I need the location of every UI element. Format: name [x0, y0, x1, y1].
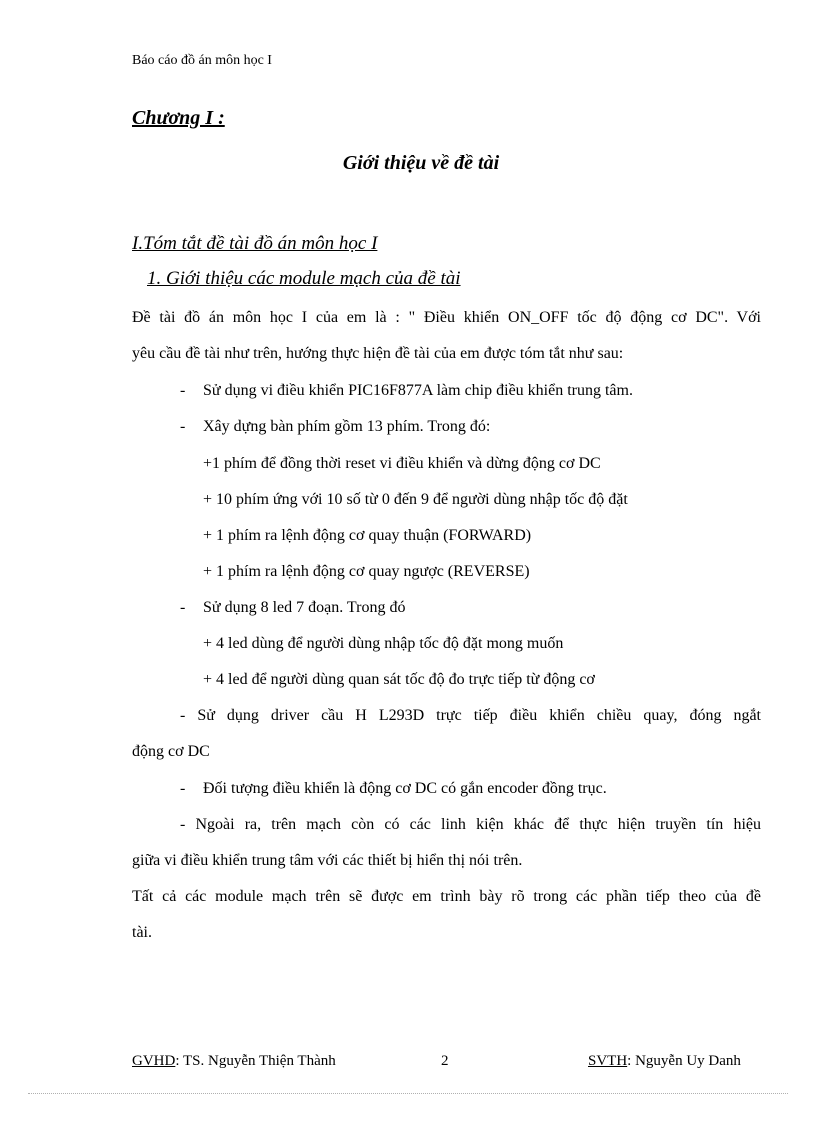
supervisor-label: GVHD: [132, 1053, 176, 1069]
bullet-other-line-2: giữa vi điều khiển trung tâm với các thiết bị hiển thị nói trên.: [132, 852, 523, 869]
chapter-label: Chương I :: [132, 107, 225, 129]
bullet-dash: -: [180, 418, 186, 435]
page-break-line: [28, 1093, 788, 1094]
bullet-led: Sử dụng 8 led 7 đoạn. Trong đó: [203, 599, 406, 616]
bullet-dash: -: [180, 599, 186, 616]
chapter-title: Giới thiệu về đề tài: [342, 152, 500, 174]
bullet-other-line-1: - Ngoài ra, trên mạch còn có các linh kiện khác để thực hiện truyền tín hiệu: [180, 816, 761, 833]
keypad-item: + 10 phím ứng với 10 số từ 0 đến 9 để người dùng nhập tốc độ đặt: [203, 491, 628, 508]
intro-line-2: yêu cầu đề tài như trên, hướng thực hiện đề tài của em được tóm tắt như sau:: [132, 345, 624, 362]
supervisor-name: : TS. Nguyễn Thiện Thành: [175, 1053, 336, 1069]
bullet-object: Đối tượng điều khiển là động cơ DC có gắn encoder đồng trục.: [203, 780, 607, 797]
running-header: Báo cáo đồ án môn học I: [132, 53, 272, 68]
keypad-item: + 1 phím ra lệnh động cơ quay ngược (REVERSE): [203, 563, 530, 580]
bullet-dash: -: [180, 780, 186, 797]
led-item: + 4 led để người dùng quan sát tốc độ đo trực tiếp từ động cơ: [203, 671, 595, 688]
section-heading: I.Tóm tắt đề tài đồ án môn học I: [132, 233, 378, 254]
footer-supervisor: [132, 1053, 336, 1070]
led-item: + 4 led dùng để người dùng nhập tốc độ đặt mong muốn: [203, 635, 564, 652]
student-name: : Nguyễn Uy Danh: [627, 1053, 741, 1069]
summary-line-1: Tất cả các module mạch trên sẽ được em trình bày rõ trong các phần tiếp theo của đề: [132, 888, 761, 905]
subsection-heading: 1. Giới thiệu các module mạch của đề tài: [147, 268, 461, 289]
bullet-keypad: Xây dựng bàn phím gồm 13 phím. Trong đó:: [203, 418, 491, 435]
intro-line-1: Đề tài đồ án môn học I của em là : " Điều khiển ON_OFF tốc độ động cơ DC". Với: [132, 309, 761, 326]
student-label: SVTH: [588, 1053, 628, 1069]
footer-student: [588, 1053, 741, 1070]
bullet-mcu: Sử dụng vi điều khiển PIC16F877A làm chip điều khiển trung tâm.: [203, 382, 633, 399]
bullet-driver-line-2: động cơ DC: [132, 743, 210, 760]
keypad-item: +1 phím để đồng thời reset vi điều khiển và dừng động cơ DC: [203, 455, 601, 472]
keypad-item: + 1 phím ra lệnh động cơ quay thuận (FORWARD): [203, 527, 532, 544]
bullet-dash: -: [180, 382, 186, 399]
summary-line-2: tài.: [132, 924, 152, 941]
bullet-driver-line-1: - Sử dụng driver cầu H L293D trực tiếp điều khiển chiều quay, đóng ngắt: [180, 707, 761, 724]
page-number: 2: [441, 1053, 449, 1069]
